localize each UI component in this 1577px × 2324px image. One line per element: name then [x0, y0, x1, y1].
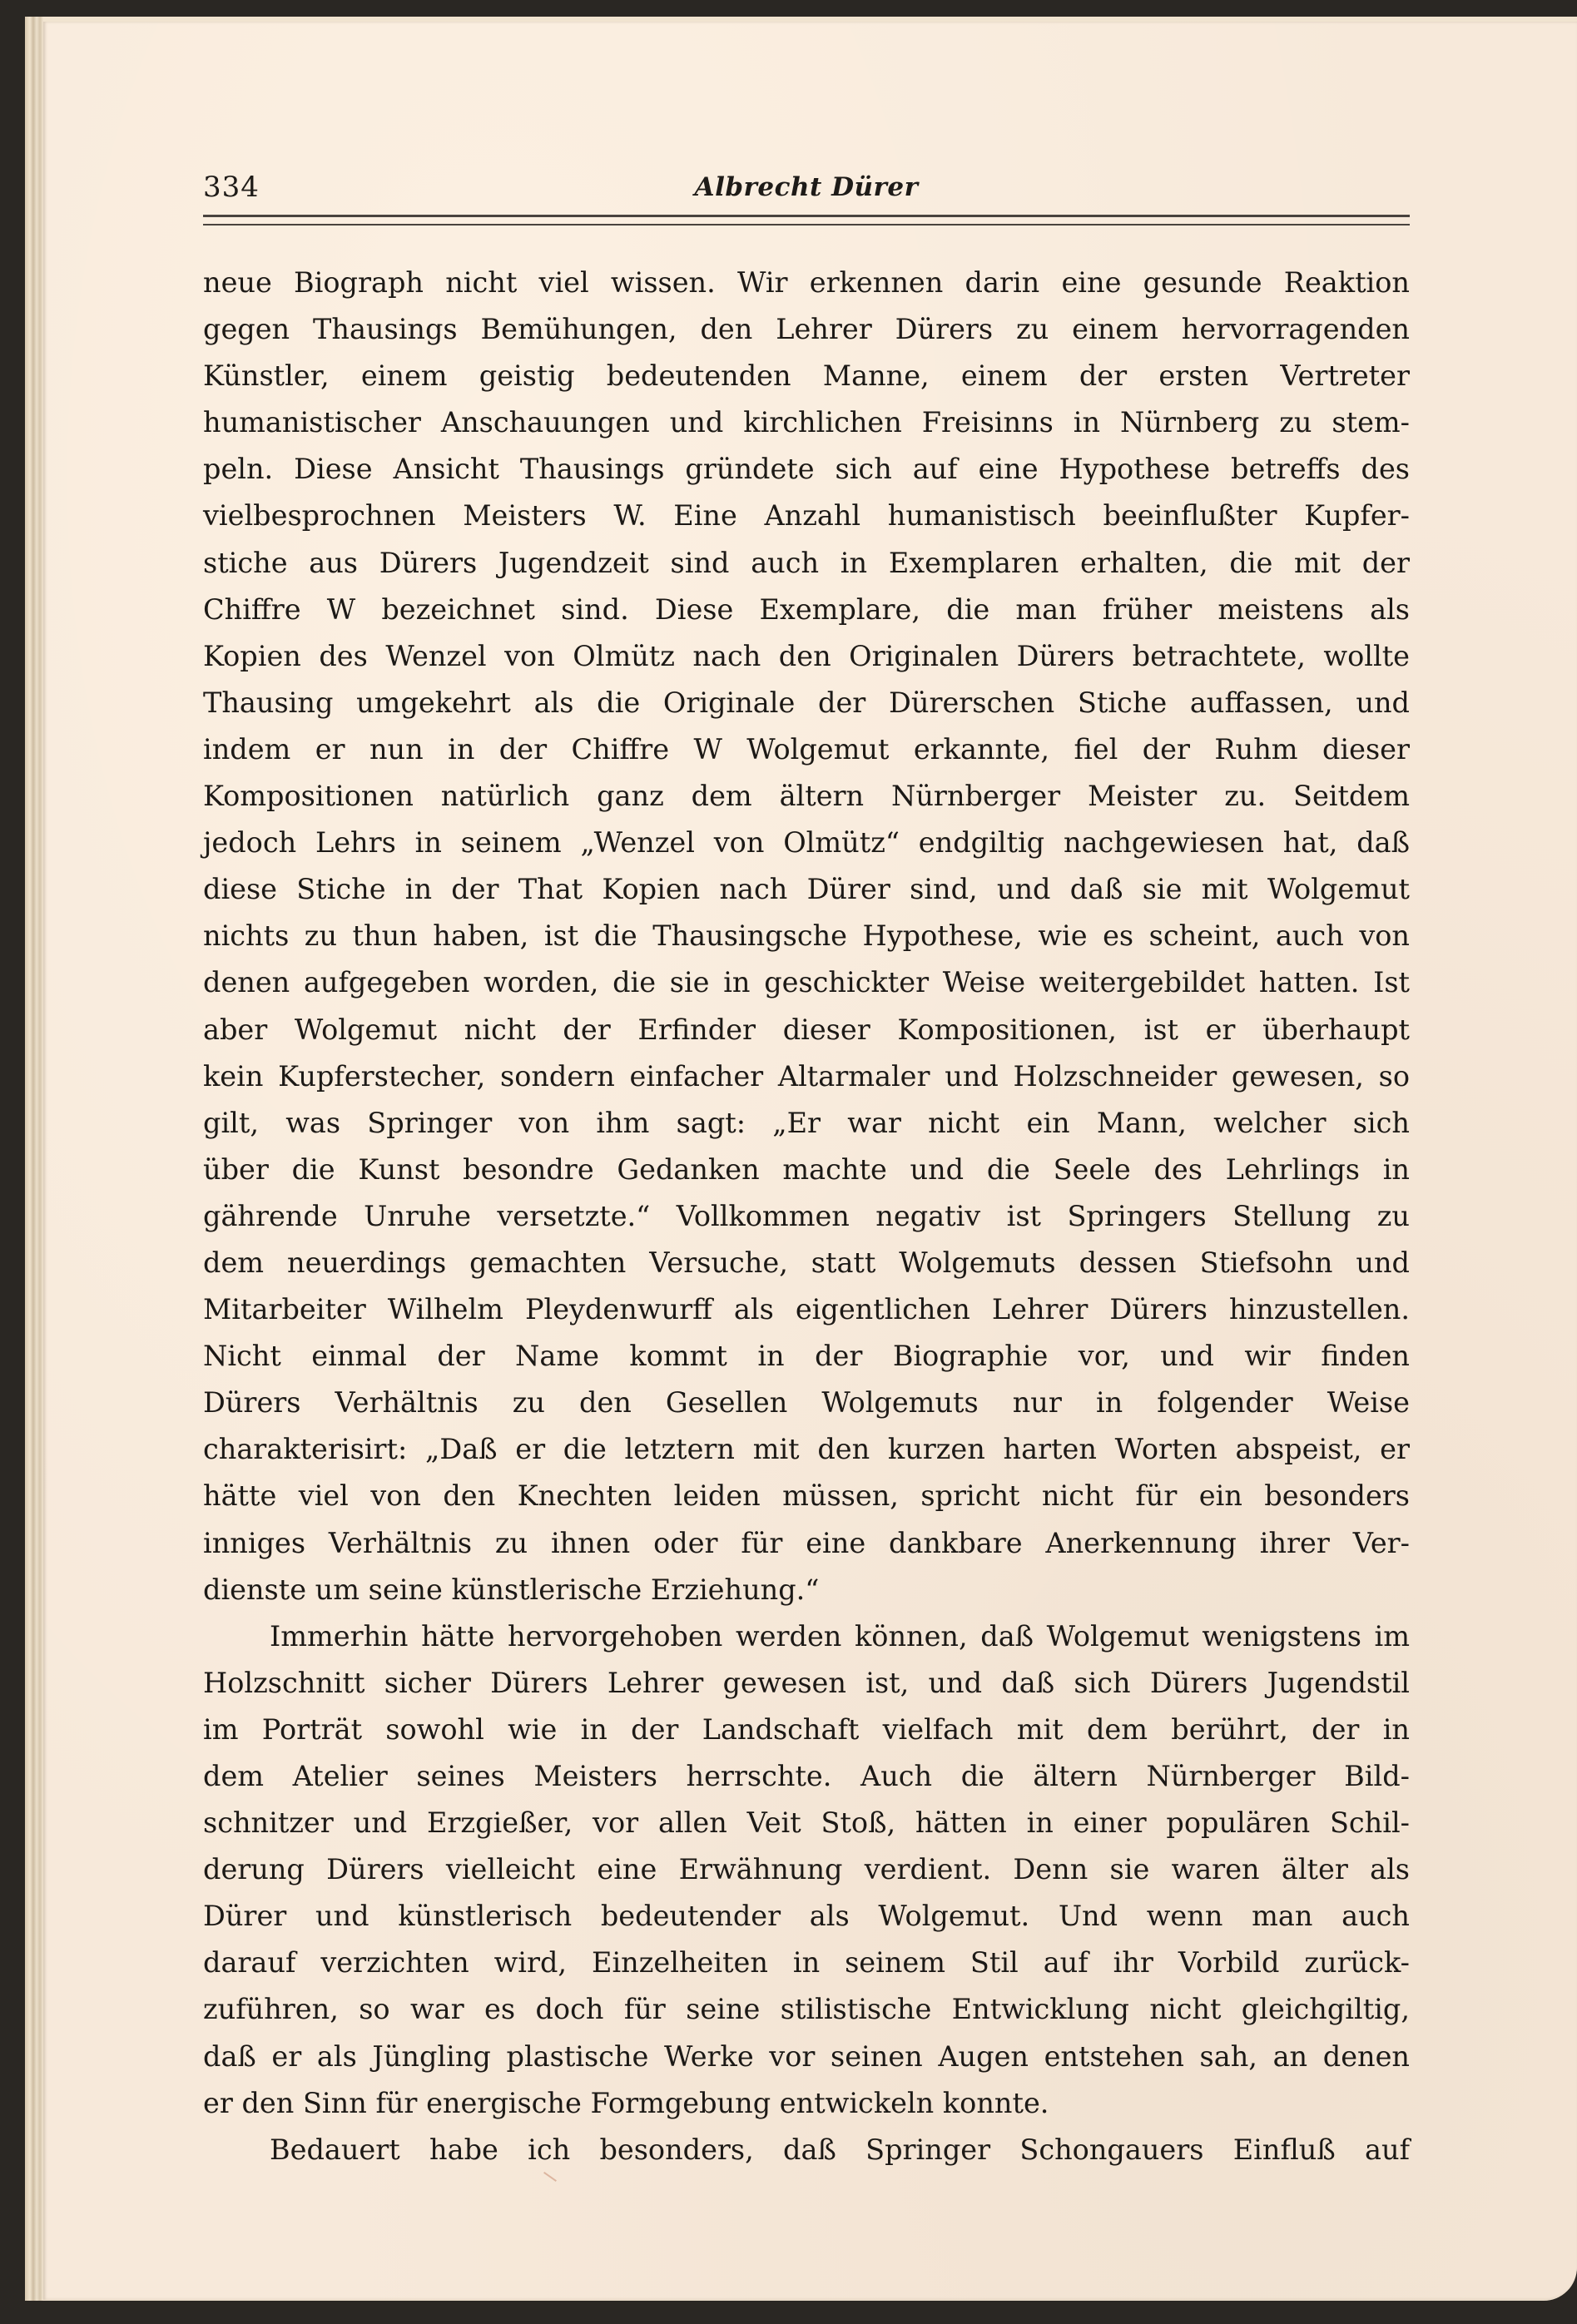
text-line: stiche aus Dürers Jugendzeit sind auch in Exemplaren erhalten, die mit der [203, 546, 1410, 579]
text-line: vielbesprochnen Meisters W. Eine Anzahl humanistisch beeinflußter Kupfer- [203, 499, 1410, 533]
text-line: daß er als Jüngling plastische Werke vor seinen Augen entstehen sah, an denen [203, 2039, 1410, 2073]
text-line: Nicht einmal der Name kommt in der Biographie vor, und wir finden [203, 1340, 1410, 1373]
header-double-rule [203, 215, 1410, 225]
running-head [203, 171, 1410, 212]
text-line: über die Kunst besondre Gedanken machte und die Seele des Lehrlings in [203, 1152, 1410, 1186]
text-line: darauf verzichten wird, Einzelheiten in seinem Stil auf ihr Vorbild zurück- [203, 1946, 1410, 1980]
text-line: Mitarbeiter Wilhelm Pleydenwurff als eigentlichen Lehrer Dürers hinzustellen. [203, 1293, 1410, 1326]
text-line: kein Kupferstecher, sondern einfacher Altarmaler und Holzschneider gewesen, so [203, 1059, 1410, 1093]
text-line: humanistischer Anschauungen und kirchlichen Freisinns in Nürnberg zu stem- [203, 406, 1410, 439]
text-line: derung Dürers vielleicht eine Erwähnung verdient. Denn sie waren älter als [203, 1853, 1410, 1886]
text-line: zuführen, so war es doch für seine stilistische Entwicklung nicht gleichgiltig, [203, 1993, 1410, 2026]
text-line: jedoch Lehrs in seinem „Wenzel von Olmütz“ endgiltig nachgewiesen hat, daß [203, 826, 1410, 860]
body-text [203, 260, 1410, 2173]
text-line: neue Biograph nicht viel wissen. Wir erkennen darin eine gesunde Reaktion [203, 266, 1410, 299]
text-line: Chiffre W bezeichnet sind. Diese Exemplare, die man früher meistens als [203, 592, 1410, 626]
text-line: hätte viel von den Knechten leiden müssen, spricht nicht für ein besonders [203, 1479, 1410, 1513]
text-line: gegen Thausings Bemühungen, den Lehrer Dürers zu einem hervorragenden [203, 313, 1410, 346]
text-line: charakterisirt: „Daß er die letztern mit den kurzen harten Worten abspeist, er [203, 1433, 1410, 1466]
text-line: dem neuerdings gemachten Versuche, statt Wolgemuts dessen Stiefsohn und [203, 1246, 1410, 1279]
text-line: dem Atelier seines Meisters herrschte. Auch die ältern Nürnberger Bild- [203, 1760, 1410, 1792]
text-line: Kopien des Wenzel von Olmütz nach den Originalen Dürers betrachtete, wollte [203, 639, 1410, 672]
text-line: schnitzer und Erzgießer, vor allen Veit Stoß, hätten in einer populären Schil- [203, 1806, 1410, 1840]
text-line-paragraph-start: Bedauert habe ich besonders, daß Springer Schongauers Einfluß auf [270, 2133, 1410, 2166]
text-line: Dürers Verhältnis zu den Gesellen Wolgemuts nur in folgender Weise [203, 1386, 1410, 1420]
text-line: indem er nun in der Chiffre W Wolgemut erkannte, fiel der Ruhm dieser [203, 732, 1410, 766]
text-line: inniges Verhältnis zu ihnen oder für eine dankbare Anerkennung ihrer Ver- [203, 1526, 1410, 1559]
text-line: Dürer und künstlerisch bedeutender als Wolgemut. Und wenn man auch [203, 1900, 1410, 1933]
text-line: diese Stiche in der That Kopien nach Dürer sind, und daß sie mit Wolgemut [203, 873, 1410, 906]
text-line: Künstler, einem geistig bedeutenden Manne, einem der ersten Vertreter [203, 359, 1410, 393]
text-line: nichts zu thun haben, ist die Thausingsche Hypothese, wie es scheint, auch von [203, 919, 1410, 953]
text-line-paragraph-start: Immerhin hätte hervorgehoben werden können, daß Wolgemut wenigstens im [270, 1619, 1410, 1653]
page-number: 334 [203, 171, 260, 204]
text-line: Kompositionen natürlich ganz dem ältern Nürnberger Meister zu. Seitdem [203, 780, 1410, 813]
text-line: Holzschnitt sicher Dürers Lehrer gewesen ist, und daß sich Dürers Jugendstil [203, 1666, 1410, 1699]
text-line: dienste um seine künstlerische Erziehung.“ [203, 1573, 820, 1606]
text-line: aber Wolgemut nicht der Erfinder dieser Kompositionen, ist er überhaupt [203, 1013, 1410, 1046]
text-line: gilt, was Springer von ihm sagt: „Er war nicht ein Mann, welcher sich [203, 1106, 1410, 1139]
text-line: er den Sinn für energische Formgebung entwickeln konnte. [203, 2086, 1049, 2119]
text-line: gährende Unruhe versetzte.“ Vollkommen negativ ist Springers Stellung zu [203, 1199, 1410, 1232]
text-line: Thausing umgekehrt als die Originale der Dürerschen Stiche auffassen, und [203, 686, 1410, 719]
running-title: Albrecht Dürer [694, 172, 919, 202]
text-line: im Porträt sowohl wie in der Landschaft vielfach mit dem berührt, der in [203, 1712, 1410, 1746]
text-line: denen aufgegeben worden, die sie in geschickter Weise weitergebildet hatten. Ist [203, 966, 1410, 999]
text-line: peln. Diese Ansicht Thausings gründete sich auf eine Hypothese betreffs des [203, 453, 1410, 486]
